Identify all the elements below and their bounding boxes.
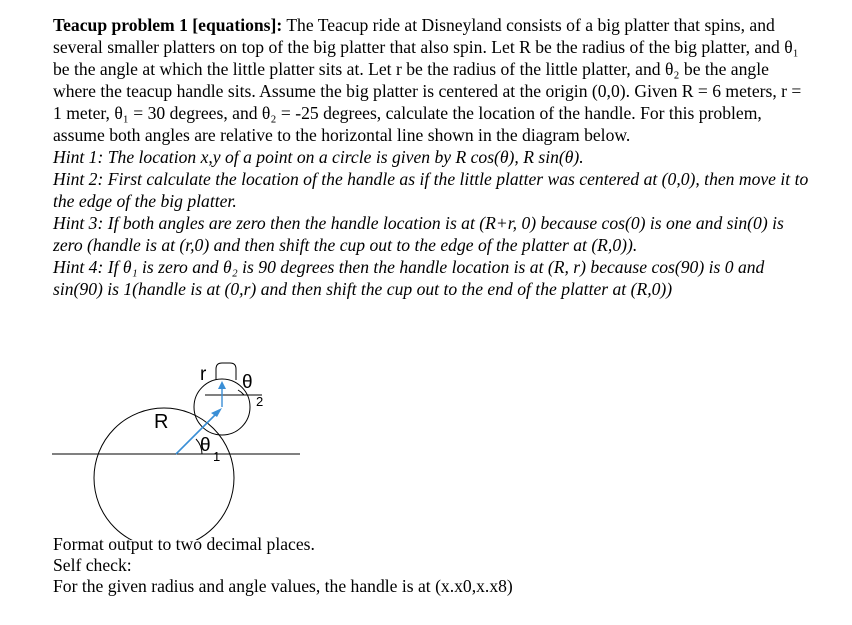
- problem-body: The Teacup ride at Disneyland consists of a big platter that spins, and several smaller platters on top of the big platter that also spin. Let R be the radius of the big platter, and θ₁ be the angle at which the little platter sits at. Let r be the radius of the little platter, and θ₂ be the angle where the teacup handle sits. Assume the big platter is centered at the origin (0,0). Given R = 6 meters, r = 1 meter, θ₁ = 30 degrees, and θ₂ = -25 degrees, calculate the location of the handle. For this problem, assume both angles are relative to the horizontal line shown in the diagram below.: [53, 15, 802, 145]
- teacup-diagram: [50, 355, 310, 540]
- problem-statement: [53, 14, 813, 146]
- label-theta1-subscript: 1: [213, 449, 221, 464]
- teacup-diagram-svg: [50, 355, 310, 540]
- hint-4: Hint 4: If θ₁ is zero and θ₂ is 90 degrees then the handle location is at (R, r) because cos(90) is 0 and sin(90) is 1(handle is at (0,r) and then shift the cup out to the end of the platter at (R,0)): [53, 257, 765, 299]
- hint-3: Hint 3: If both angles are zero then the handle location is at (R+r, 0) because cos(0) is one and sin(0) is zero (handle is at (r,0) and then shift the cup out to the edge of the platter at (R,0)).: [53, 213, 784, 255]
- small-radius-arrowhead: [218, 381, 226, 389]
- label-small-radius: r: [200, 364, 207, 385]
- teacup-handle-shape: [216, 363, 236, 380]
- label-theta2: θ: [242, 372, 253, 393]
- expected-result: For the given radius and angle values, the handle is at (x.x0,x.x8): [53, 576, 513, 596]
- format-instruction: Format output to two decimal places.: [53, 534, 315, 554]
- problem-heading: Teacup problem 1 [equations]:: [53, 15, 283, 35]
- big-radius-arrowhead: [211, 408, 222, 417]
- hint-2: Hint 2: First calculate the location of the handle as if the little platter was centered at (0,0), then move it to the edge of the big platter.: [53, 169, 809, 211]
- self-check-label: Self check:: [53, 555, 132, 575]
- hint-1: Hint 1: The location x,y of a point on a circle is given by R cos(θ), R sin(θ).: [53, 147, 584, 167]
- problem-document: [53, 14, 813, 300]
- label-big-radius: R: [154, 411, 169, 433]
- footer-section: [53, 534, 813, 597]
- label-theta1: θ: [200, 435, 211, 456]
- label-theta2-subscript: 2: [256, 394, 264, 409]
